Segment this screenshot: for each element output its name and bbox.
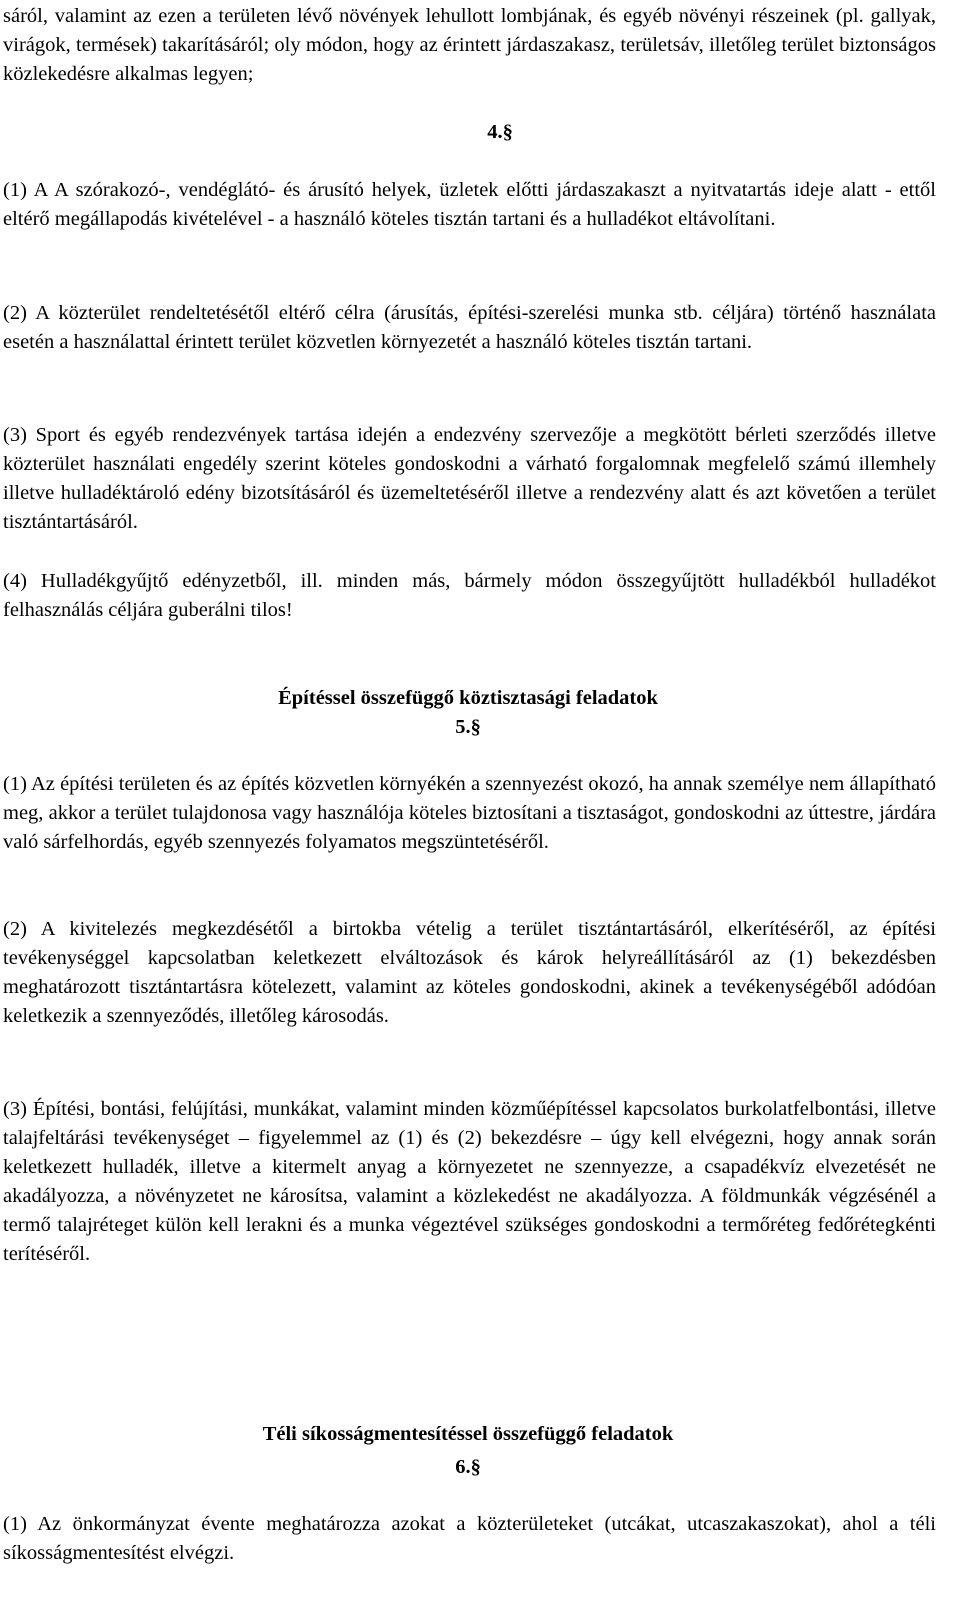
section-4-paragraph-4: (4) Hulladékgyűjtő edényzetből, ill. minden más, bármely módon összegyűjtött hulladékból hulladékot felhasználás céljára guberálni tilos!: [3, 570, 936, 621]
intro-paragraph: sáról, valamint az ezen a területen lévő növények lehullott lombjának, és egyéb növényi részeinek (pl. gallyak, virágok, termések) takarításáról; oly módon, hogy az érintett járdaszakasz, területsáv, illetőleg terület biztonságos közlekedésre alkalmas legyen;: [3, 5, 936, 85]
section-4-paragraph-1: (1) A A szórakozó-, vendéglátó- és árusító helyek, üzletek előtti járdaszakaszt a nyitvatartás ideje alatt - ettől eltérő megállapodás kivételével - a használó köteles tisztán tartani és a hulladékot eltávolítani.: [3, 179, 936, 230]
section-4-paragraph-3: (3) Sport és egyéb rendezvények tartása idején a endezvény szervezője a megkötött bérleti szerződés illetve közterület használati engedély szerint köteles gondoskodni a várható forgalomnak megfelelő számú illemhely illetve hulladéktároló edény bizotsításáról és üzemeltetéséről illetve a rendezvény alatt és azt követően a terület tisztántartásáról.: [3, 424, 936, 533]
section-5-heading: Építéssel összefüggő köztisztasági feladatok: [278, 687, 658, 709]
section-6-heading: Téli síkosságmentesítéssel összefüggő feladatok: [262, 1423, 674, 1445]
section-5-paragraph-3: (3) Építési, bontási, felújítási, munkákat, valamint minden közműépítéssel kapcsolatos burkolatfelbontási, illetve talajfeltárási tevékenységet – figyelemmel az (1) és (2) bekezdésre – úgy kell elvégezni, hogy annak során keletkezett hulladék, illetve a kitermelt anyag a környezetet ne szennyezze, a csapadékvíz elvezetését ne akadályozza, a növényzetet ne károsítsa, valamint a közlekedést ne akadályozza. A földmunkák végzésénél a termő talajréteget külön kell lerakni és a munka végeztével szükséges gondoskodni a termőréteg fedőrétegkénti terítéséről.: [3, 1098, 936, 1265]
section-5-number: 5.§: [455, 716, 481, 738]
section-5-paragraph-1: (1) Az építési területen és az építés közvetlen környékén a szennyezést okozó, ha annak személye nem állapítható meg, akkor a terület tulajdonosa vagy használója köteles biztosítani a tisztaságot, gondoskodni az úttestre, járdára való sárfelhordás, egyéb szennyezés folyamatos megszüntetéséről.: [3, 773, 936, 853]
section-6-number: 6.§: [455, 1456, 481, 1478]
section-6-paragraph-1: (1) Az önkormányzat évente meghatározza azokat a közterületeket (utcákat, utcaszakaszokat), ahol a téli síkosságmentesítést elvégzi.: [3, 1513, 936, 1564]
section-4-number: 4.§: [487, 121, 513, 143]
section-4-paragraph-2: (2) A közterület rendeltetésétől eltérő célra (árusítás, építési-szerelési munka stb. céljára) történő használata esetén a használattal érintett terület közvetlen környezetét a használó köteles tisztán tartani.: [3, 302, 936, 353]
section-5-paragraph-2: (2) A kivitelezés megkezdésétől a birtokba vételig a terület tisztántartásáról, elkerítéséről, az építési tevékenységgel kapcsolatban keletkezett elváltozások és károk helyreállításáról az (1) bekezdésben meghatározott tisztántartásra kötelezett, valamint az köteles gondoskodni, akinek a tevékenységéből adódóan keletkezik a szennyeződés, illetőleg károsodás.: [3, 918, 936, 1027]
